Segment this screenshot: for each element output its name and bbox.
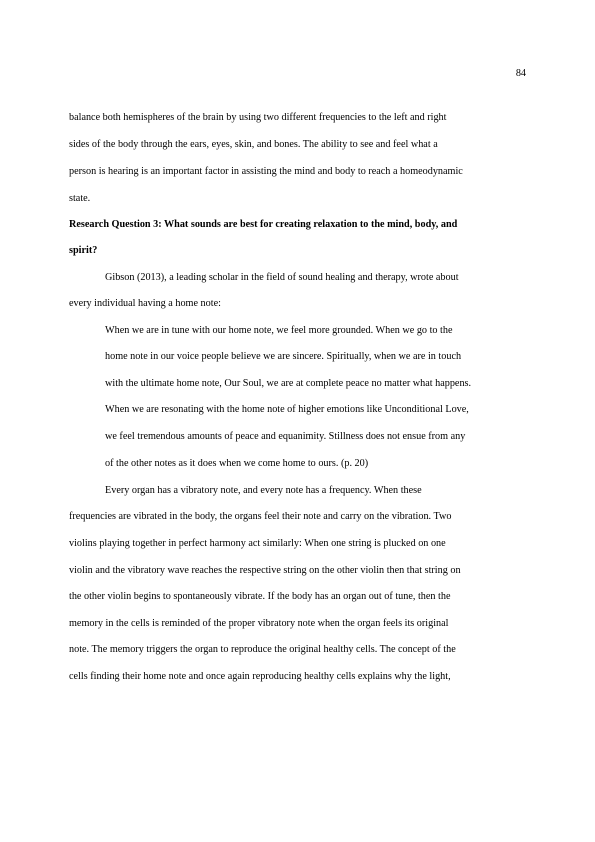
paragraph-line: Every organ has a vibratory note, and every note has a frequency. When these: [105, 485, 422, 496]
block-quote-line: When we are resonating with the home note of higher emotions like Unconditional Love,: [105, 404, 469, 415]
section-heading-line: spirit?: [69, 245, 98, 256]
block-quote-line: of the other notes as it does when we come home to ours. (p. 20): [105, 458, 369, 469]
paragraph-line: sides of the body through the ears, eyes, skin, and bones. The ability to see and feel what a: [69, 139, 438, 150]
section-heading-line: Research Question 3: What sounds are best for creating relaxation to the mind, body, and: [69, 219, 458, 230]
paragraph-line: balance both hemispheres of the brain by using two different frequencies to the left and right: [69, 112, 447, 123]
paragraph-line: frequencies are vibrated in the body, the organs feel their note and carry on the vibration. Two: [69, 511, 452, 522]
block-quote-line: with the ultimate home note, Our Soul, we are at complete peace no matter what happens.: [105, 378, 472, 389]
page-number: 84: [515, 68, 526, 79]
paragraph-line: violin and the vibratory wave reaches the respective string on the other violin then that string on: [69, 565, 461, 576]
paragraph-line: state.: [69, 193, 91, 204]
paragraph-line: cells finding their home note and once again reproducing healthy cells explains why the light,: [69, 671, 451, 682]
block-quote-line: home note in our voice people believe we are sincere. Spiritually, when we are in touch: [105, 351, 462, 362]
paragraph-line: person is hearing is an important factor in assisting the mind and body to reach a homeodynamic: [69, 166, 463, 177]
paragraph-line: note. The memory triggers the organ to reproduce the original healthy cells. The concept of the: [69, 644, 456, 655]
paragraph-line: the other violin begins to spontaneously vibrate. If the body has an organ out of tune, then the: [69, 591, 451, 602]
paragraph-line: Gibson (2013), a leading scholar in the field of sound healing and therapy, wrote about: [105, 272, 459, 283]
block-quote-line: we feel tremendous amounts of peace and equanimity. Stillness does not ensue from any: [105, 431, 466, 442]
paragraph-line: violins playing together in perfect harmony act similarly: When one string is plucked on one: [69, 538, 446, 549]
block-quote-line: When we are in tune with our home note, we feel more grounded. When we go to the: [105, 325, 453, 336]
paragraph-line: memory in the cells is reminded of the proper vibratory note when the organ feels its original: [69, 618, 449, 629]
paragraph-line: every individual having a home note:: [69, 298, 221, 309]
